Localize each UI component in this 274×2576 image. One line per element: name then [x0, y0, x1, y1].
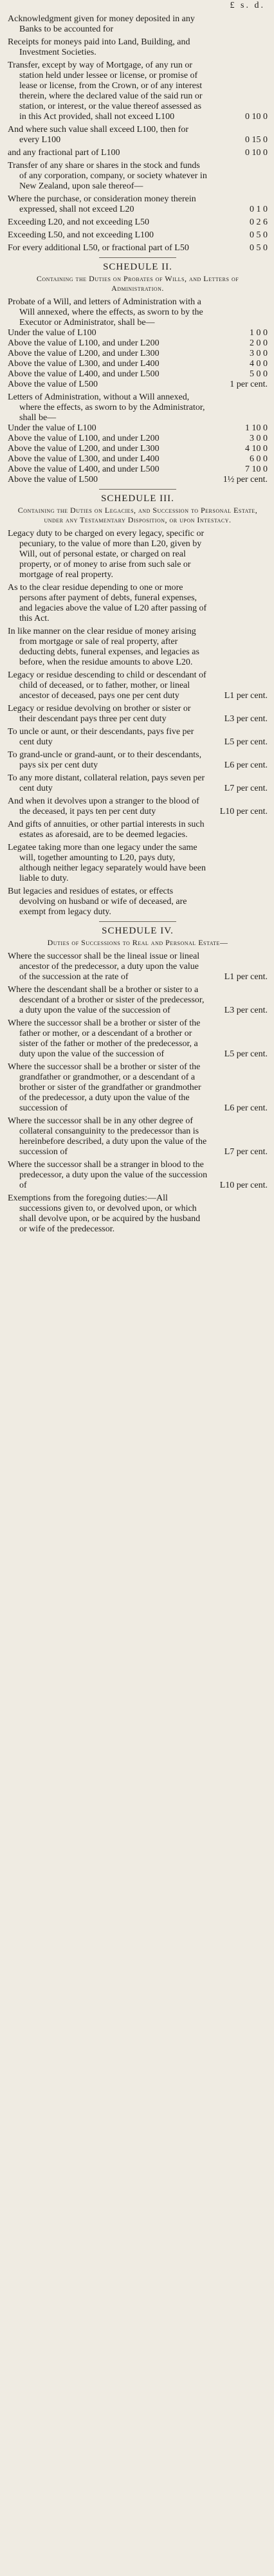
entry-amount: L7 per cent. [224, 1147, 268, 1157]
divider [99, 489, 176, 490]
duty-entry [8, 161, 268, 192]
succession-entry [8, 1062, 268, 1114]
entry-text: Above the value of L200, and under L300 [8, 444, 160, 454]
entry-text: But legacies and residues of estates, or effects devolving on husband or wife of deceased, are exempt from legacy duty. [8, 887, 187, 917]
legacy-entry [8, 843, 268, 884]
entry-text: Above the value of L200, and under L300 [8, 349, 160, 358]
schedule-4-title: SCHEDULE IV. [102, 926, 174, 936]
entry-text: Where the successor shall be the lineal issue or lineal ancestor of the predecessor, a duty upon the value of the succession at the rate of [8, 952, 200, 982]
entry-text: As to the clear residue depending to one or more persons after payment of debts, funeral expenses, and legacies above the value of L20 after passing of this Act. [8, 583, 207, 623]
probate-duties-list [8, 328, 268, 390]
entry-amount: 0 5 0 [250, 230, 268, 240]
legacy-entry [8, 773, 268, 794]
entry-text: In like manner on the clear residue of money arising from mortgage or sale of real property, after deducting debts, funeral expenses, and legacies as before, when the residue amounts to above L20. [8, 627, 199, 667]
divider [99, 921, 176, 922]
entry-text: Where the successor shall be in any other degree of collateral consanguinity to the predecessor than is hereinbefore described, a duty upon the value of the succession of [8, 1116, 207, 1157]
entry-amount: 1½ per cent. [223, 475, 268, 484]
entry-amount: L6 per cent. [224, 1103, 268, 1113]
entry-text: Exceeding L20, and not exceeding L50 [8, 217, 150, 227]
letters-entry [8, 444, 268, 454]
succession-entry [8, 1160, 268, 1191]
probate-entry [8, 328, 268, 338]
probate-entry [8, 369, 268, 380]
entry-amount: L1 per cent. [224, 972, 268, 982]
schedule-3-title: SCHEDULE III. [101, 493, 174, 504]
entry-text: And when it devolves upon a stranger to the blood of the deceased, it pays ten per cent duty [8, 796, 199, 816]
entry-text: Legacy or residue devolving on brother or sister or their descendant pays three per cent duty [8, 704, 191, 724]
entry-amount: 7 10 0 [245, 465, 268, 474]
duty-entry [8, 37, 268, 58]
entry-amount: 3 0 0 [250, 349, 268, 358]
entry-amount: L3 per cent. [224, 714, 268, 724]
succession-entry [8, 985, 268, 1016]
schedule-4-description: Duties of Successions to Real and Personal Estate— [47, 938, 228, 947]
duty-entry [8, 217, 268, 228]
schedule-2-title: SCHEDULE II. [103, 262, 172, 272]
probate-entry [8, 338, 268, 349]
entry-text: Under the value of L100 [8, 423, 96, 433]
entry-amount: 6 0 0 [250, 454, 268, 464]
entry-text: Legacy duty to be charged on every legacy, specific or pecuniary, to the value of more than L20, given by Will, out of personal estate, or charged on real property, or of money to arise from such sale or mortgage of real property. [8, 529, 205, 580]
entry-text: Above the value of L300, and under L400 [8, 454, 160, 464]
entry-amount: L10 per cent. [219, 807, 268, 816]
entry-text: and any fractional part of L100 [8, 148, 120, 158]
succession-entry [8, 1116, 268, 1157]
entry-text: Above the value of L400, and under L500 [8, 465, 160, 474]
probate-intro: Probate of a Will, and letters of Administration with a Will annexed, where the effects, as sworn to by the Executor or Administrator, shall be— [8, 297, 203, 327]
duty-entry [8, 60, 268, 122]
entry-text: Where the successor shall be a brother or sister of the father or mother, or a descendant of a brother or sister of the father or mother of the predecessor, a duty upon the value of the succession of [8, 1018, 201, 1059]
legacy-entry [8, 627, 268, 668]
succession-entry [8, 1018, 268, 1060]
entry-text: Receipts for moneys paid into Land, Building, and Investment Societies. [8, 37, 190, 57]
entry-text: Above the value of L100, and under L200 [8, 338, 160, 348]
entry-amount: 0 2 6 [250, 217, 268, 227]
entry-amount: 0 10 0 [245, 148, 268, 158]
entry-amount: 0 10 0 [245, 112, 268, 122]
stamp-duties-block [8, 14, 268, 253]
legacy-entry [8, 670, 268, 701]
entry-amount: L1 per cent. [224, 691, 268, 701]
entry-amount: L5 per cent. [224, 737, 268, 747]
letters-duties-list [8, 423, 268, 485]
entry-text: Above the value of L500 [8, 380, 98, 389]
entry-text: To any more distant, collateral relation, pays seven per cent duty [8, 773, 205, 793]
duty-entry [8, 14, 268, 35]
legacy-entry [8, 796, 268, 817]
letters-entry [8, 454, 268, 465]
legacy-entry [8, 583, 268, 624]
entry-text: Above the value of L400, and under L500 [8, 369, 160, 379]
entry-text: Legatee taking more than one legacy under the same will, together amounting to L20, pays duty, although neither legacy separately would have been liable to duty. [8, 843, 206, 883]
entry-text: Exceeding L50, and not exceeding L100 [8, 230, 154, 240]
legacy-entry [8, 887, 268, 917]
entry-amount: L3 per cent. [224, 1006, 268, 1015]
entry-amount: 4 0 0 [250, 359, 268, 369]
legacy-entry [8, 727, 268, 748]
succession-duties-list [8, 952, 268, 1235]
entry-amount: 1 10 0 [245, 423, 268, 433]
entry-text: Legacy or residue descending to child or descendant of child of deceased, or to father, mother, or lineal ancestor of deceased, pays one per cent duty [8, 670, 206, 701]
entry-text: Above the value of L500 [8, 475, 98, 484]
entry-amount: 1 per cent. [230, 380, 268, 389]
entry-text: And where such value shall exceed L100, then for every L100 [8, 125, 189, 145]
entry-text: To grand-uncle or grand-aunt, or to their descendants, pays six per cent duty [8, 750, 202, 770]
letters-intro: Letters of Administration, without a Will annexed, where the effects, as sworn to by the Administrator, shall be— [8, 392, 205, 423]
entry-amount: L6 per cent. [224, 760, 268, 770]
entry-amount: 4 10 0 [245, 444, 268, 454]
duty-entry [8, 125, 268, 145]
letters-entry [8, 465, 268, 475]
succession-entry [8, 952, 268, 982]
entry-text: Where the successor shall be a brother or sister of the grandfather or grandmother, or a descendant of a brother or sister of the grandfather or grandmother of the predecessor, a duty upon the value of the succession of [8, 1062, 201, 1113]
entry-text: And gifts of annuities, or other partial interests in such estates as aforesaid, are to be deemed legacies. [8, 820, 205, 840]
entry-amount: 1 0 0 [250, 328, 268, 338]
legacy-entry [8, 820, 268, 840]
entry-text: Exemptions from the foregoing duties:—All successions given to, or devolved upon, or which shall devolve upon, or be acquired by the husband or wife of the predecessor. [8, 1193, 201, 1234]
letters-entry [8, 423, 268, 434]
entry-text: Transfer of any share or shares in the stock and funds of any corporation, company, or society whatever in New Zealand, upon sale thereof— [8, 161, 207, 191]
duty-entry [8, 194, 268, 215]
entry-amount: L5 per cent. [224, 1049, 268, 1059]
duty-entry [8, 230, 268, 241]
currency-header: £ s. d. [230, 1, 265, 10]
entry-text: Transfer, except by way of Mortgage, of any run or station held under lessee or license, or promise of lease or license, from the Crown, or of any interest therein, where the declared value of the said run or station, or interest, or the value thereof assessed as in this Act provided, shall not exceed L100 [8, 60, 203, 122]
entry-amount: 0 5 0 [250, 243, 268, 253]
entry-text: Above the value of L300, and under L400 [8, 359, 160, 369]
entry-amount: 5 0 0 [250, 369, 268, 379]
entry-text: Where the purchase, or consideration money therein expressed, shall not exceed L20 [8, 194, 196, 214]
legacy-entry [8, 704, 268, 724]
entry-text: Under the value of L100 [8, 328, 96, 338]
legacy-duties-list [8, 529, 268, 917]
entry-text: Above the value of L100, and under L200 [8, 434, 160, 443]
entry-text: Acknowledgment given for money deposited in any Banks to be accounted for [8, 14, 195, 34]
entry-text: For every additional L50, or fractional part of L50 [8, 243, 189, 253]
probate-entry [8, 359, 268, 369]
legacy-entry [8, 750, 268, 771]
entry-text: Where the successor shall be a stranger in blood to the predecessor, a duty upon the value of the succession of [8, 1160, 208, 1190]
divider [99, 257, 176, 258]
schedule-3-description: Containing the Duties on Legacies, and Succession to Personal Estate, under any Testamentary Disposition, or upon Intestacy. [17, 506, 258, 524]
probate-entry [8, 349, 268, 359]
entry-amount: 0 15 0 [245, 135, 268, 145]
entry-text: To uncle or aunt, or their descendants, pays five per cent duty [8, 727, 194, 747]
letters-entry [8, 475, 268, 485]
duty-entry [8, 148, 268, 158]
entry-amount: 3 0 0 [250, 434, 268, 443]
entry-amount: L10 per cent. [219, 1181, 268, 1190]
schedule-2-description: Containing the Duties on Probates of Wills, and Letters of Administration. [36, 274, 239, 293]
entry-amount: 0 1 0 [250, 205, 268, 214]
probate-entry [8, 380, 268, 390]
succession-entry [8, 1193, 268, 1235]
duty-entry [8, 243, 268, 253]
entry-amount: 2 0 0 [250, 338, 268, 348]
legacy-entry [8, 529, 268, 580]
entry-text: Where the descendant shall be a brother or sister to a descendant of a brother or sister of the predecessor, a duty upon the value of the succession of [8, 985, 205, 1015]
entry-amount: L7 per cent. [224, 784, 268, 793]
letters-entry [8, 434, 268, 444]
